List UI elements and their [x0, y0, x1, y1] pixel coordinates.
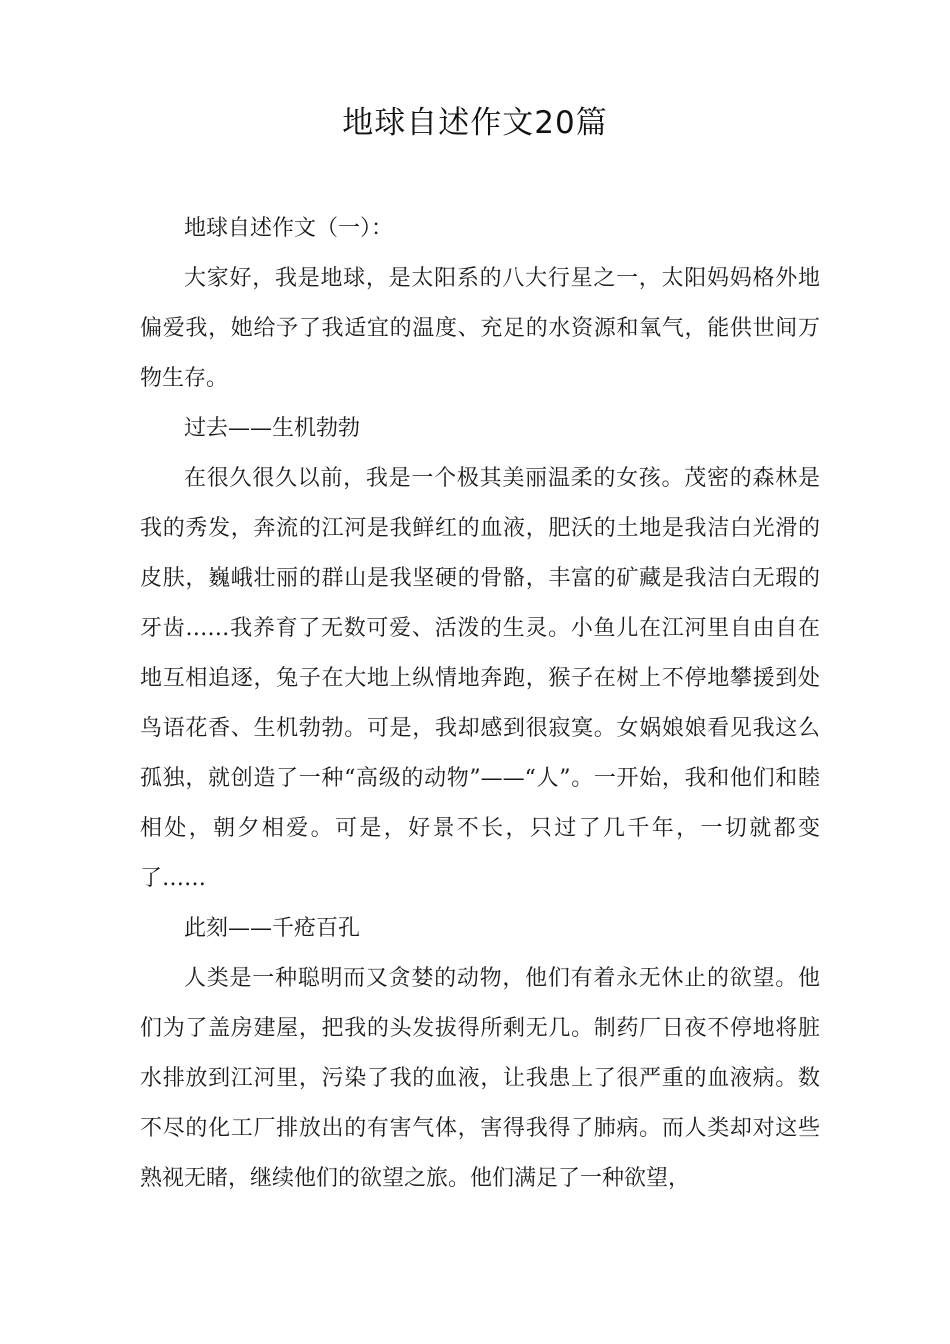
- document-body: [140, 204, 820, 1204]
- paragraph-present: 人类是一种聪明而又贪婪的动物，他们有着永无休止的欲望。他们为了盖房建屋，把我的头发拔得所剩无几。制药厂日夜不停地将脏水排放到江河里，污染了我的血液，让我患上了很严重的血液病。数不尽的化工厂排放出的有害气体，害得我得了肺病。而人类却对这些熟视无睹，继续他们的欲望之旅。他们满足了一种欲望，: [140, 966, 820, 1191]
- subheading-past: 过去——生机勃勃: [184, 416, 361, 441]
- subheading-present: 此刻——千疮百孔: [184, 916, 361, 941]
- document-title: 地球自述作文20篇: [342, 105, 608, 141]
- paragraph-past: 在很久很久以前，我是一个极其美丽温柔的女孩。茂密的森林是我的秀发，奔流的江河是我鲜红的血液，肥沃的土地是我洁白光滑的皮肤，巍峨壮丽的群山是我坚硬的骨骼，丰富的矿藏是我洁白无瑕的牙齿……我养育了无数可爱、活泼的生灵。小鱼儿在江河里自由自在地互相追逐，兔子在大地上纵情地奔跑，猴子在树上不停地攀援到处鸟语花香、生机勃勃。可是，我却感到很寂寞。女娲娘娘看见我这么孤独，就创造了一种“高级的动物”——“人”。一开始，我和他们和睦相处，朝夕相爱。可是，好景不长，只过了几千年，一切就都变了……: [140, 466, 820, 891]
- paragraph-intro: 大家好，我是地球，是太阳系的八大行星之一，太阳妈妈格外地偏爱我，她给予了我适宜的温度、充足的水资源和氧气，能供世间万物生存。: [140, 266, 820, 391]
- section-heading-1: 地球自述作文（一）：: [184, 216, 394, 241]
